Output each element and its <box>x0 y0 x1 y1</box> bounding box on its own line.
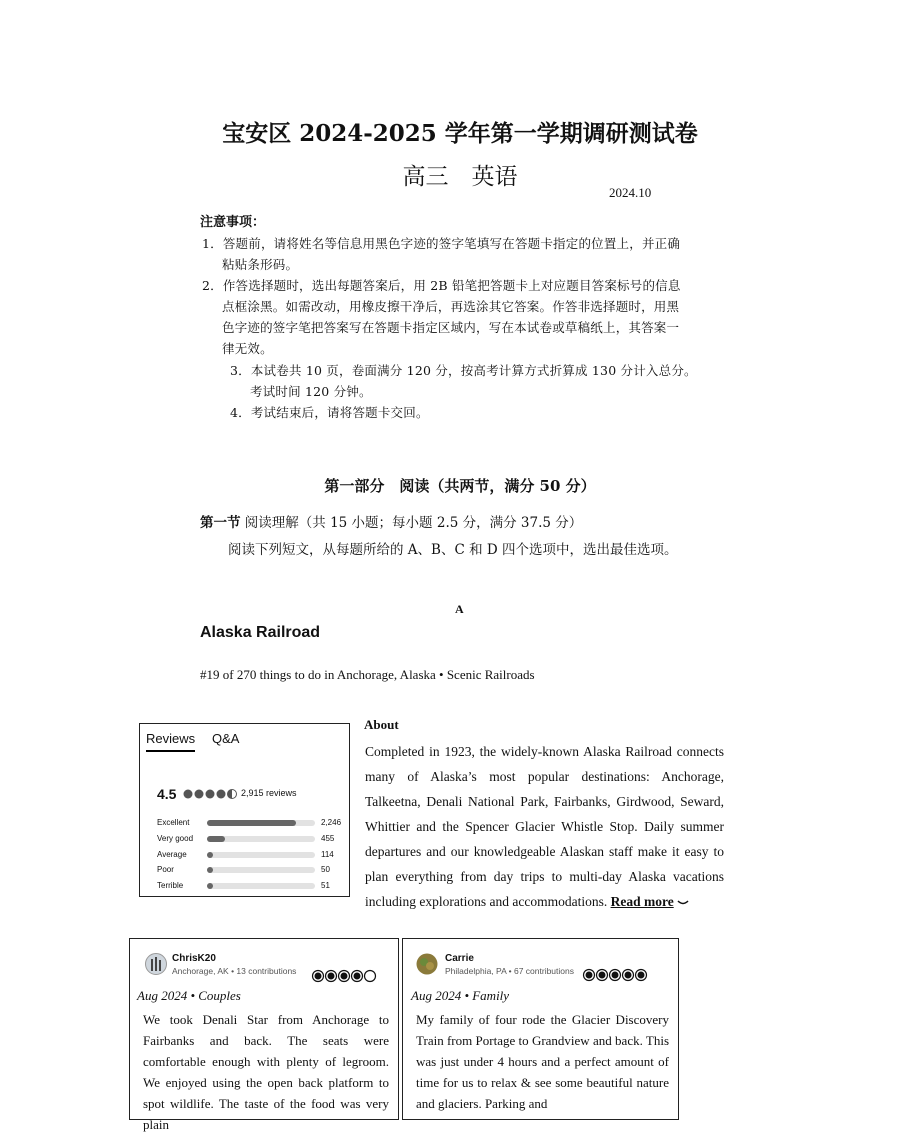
rating-breakdown-bar-fill <box>207 852 213 858</box>
review-card <box>402 938 679 1120</box>
rating-breakdown-row <box>157 881 337 893</box>
rating-bubble-icon <box>195 790 204 799</box>
chevron-down-icon[interactable] <box>677 899 689 907</box>
rating-bubble-empty-icon <box>365 971 376 982</box>
section-text: 阅读理解（共 15 小题；每小题 2.5 分，满分 37.5 分） <box>244 515 583 531</box>
rating-bubble-icon <box>206 790 215 799</box>
article-title: Alaska Railroad <box>200 624 321 641</box>
rating-breakdown-label: Excellent <box>157 818 190 827</box>
reviews-summary-panel <box>139 723 350 897</box>
rating-breakdown-bar-track <box>207 883 315 889</box>
rating-breakdown-row <box>157 818 342 830</box>
rating-breakdown-row <box>157 834 337 846</box>
rating-bubble-icon <box>184 790 193 799</box>
avatar <box>145 953 167 975</box>
note-4-line-1: 4．考试结束后，请将答题卡交回。 <box>230 405 429 420</box>
about-text <box>365 739 724 914</box>
review-username: ChrisK20 <box>172 953 216 964</box>
rating-breakdown-count: 114 <box>321 849 334 859</box>
rating-breakdown-bar-fill <box>207 883 213 889</box>
rating-breakdown-label: Poor <box>157 865 174 875</box>
review-user-info: Philadelphia, PA • 67 contributions <box>445 966 574 976</box>
note-3-line-1: 3．本试卷共 10 页，卷面满分 120 分，按高考计算方式折算成 130 分计入总分。 <box>230 363 697 378</box>
rating-bubbles <box>183 788 238 800</box>
rating-breakdown-label: Very good <box>157 833 194 843</box>
rating-breakdown-bar-fill <box>207 836 225 842</box>
rating-value: 4.5 <box>157 786 177 802</box>
note-2-line-1: 2．作答选择题时，选出每题答案后，用 2B 铅笔把答题卡上对应题目答案标号的信息 <box>202 278 681 293</box>
note-1-line-1: 1．答题前，请将姓名等信息用黑色字迹的签字笔填写在答题卡指定的位置上，并正确 <box>202 236 681 251</box>
rating-breakdown-count: 455 <box>321 833 335 843</box>
rating-breakdown-bar-track <box>207 836 315 842</box>
note-3-line-2: 考试时间 120 分钟。 <box>250 384 372 399</box>
exam-date: 2024.10 <box>609 185 652 200</box>
note-2-line-2: 点框涂黑。如需改动，用橡皮擦干净后，再选涂其它答案。作答非选择题时，用黑 <box>222 299 680 314</box>
about-body: Completed in 1923, the widely-known Alaska Railroad connects many of Alaska’s most popular destinations: Anchorage, Talkeetna, Denali National Park, Fairbanks, Girdwood, Seward, Whittier and the Spencer Glacier Whistle Stop. Daily summer departures and our knowledgeable Alaskan staff make it easy to plan everything from day trips to multi-day Alaska vacations including explorations and accommodations. <box>365 744 724 909</box>
passage-letter: A <box>455 602 464 616</box>
read-more-link[interactable]: Read more <box>610 894 674 909</box>
review-trip: Aug 2024 • Couples <box>137 988 241 1003</box>
rating-breakdown-bar-track <box>207 852 315 858</box>
review-rating-bubbles <box>311 969 376 983</box>
avatar <box>416 953 438 975</box>
review-count: 2,915 reviews <box>241 788 297 798</box>
about-heading: About <box>364 717 399 732</box>
note-2-line-3: 色字迹的签字笔把答案写在答题卡指定区域内，写在本试卷或草稿纸上，其答案一 <box>222 320 680 335</box>
rating-breakdown-label: Terrible <box>157 881 184 891</box>
section-heading <box>200 511 582 531</box>
rating-breakdown-count: 2,246 <box>321 818 342 827</box>
section-instruction: 阅读下列短文，从每题所给的 A、B、C 和 D 四个选项中，选出最佳选项。 <box>228 542 678 558</box>
review-user-info: Anchorage, AK • 13 contributions <box>172 966 297 976</box>
tab-qa[interactable]: Q&A <box>212 731 240 746</box>
rating-breakdown-label: Average <box>157 849 187 859</box>
notes-heading: 注意事项： <box>200 215 266 230</box>
rating-breakdown-count: 50 <box>321 865 330 875</box>
exam-subtitle: 高三 英语 <box>402 164 518 190</box>
rating-breakdown-bar-track <box>207 820 315 826</box>
review-username: Carrie <box>445 953 474 964</box>
rating-breakdown-count: 51 <box>321 881 330 891</box>
section-label: 第一节 <box>200 515 241 531</box>
rating-breakdown-row <box>157 865 337 877</box>
review-text: We took Denali Star from Anchorage to Fairbanks and back. The seats were comfortable enough with plenty of legroom. We enjoyed using the open back platform to spot wildlife. The taste of the food was very plain <box>143 1012 389 1132</box>
rating-breakdown-bar-fill <box>207 867 213 873</box>
rating-breakdown-row <box>157 850 337 862</box>
note-1-line-2: 粘贴条形码。 <box>222 257 299 272</box>
exam-title: 宝安区 2024-2025 学年第一学期调研测试卷 <box>222 120 698 147</box>
rating-breakdown-bar-fill <box>207 820 296 826</box>
review-trip: Aug 2024 • Family <box>411 988 510 1003</box>
article-rank: #19 of 270 things to do in Anchorage, Alaska • Scenic Railroads <box>200 667 535 682</box>
rating-breakdown-bar-track <box>207 867 315 873</box>
rating-bubble-icon <box>217 790 226 799</box>
tab-reviews[interactable]: Reviews <box>146 731 195 752</box>
part-heading: 第一部分 阅读（共两节，满分 50 分） <box>324 477 596 495</box>
review-text: My family of four rode the Glacier Discovery Train from Portage to Grandview and back. This was just under 4 hours and a perfect amount of time for us to relax & see some beautiful nature and glaciers. Parking and <box>416 1012 669 1111</box>
review-card <box>129 938 399 1132</box>
review-rating-bubbles <box>582 968 647 982</box>
note-2-line-4: 律无效。 <box>222 341 273 356</box>
